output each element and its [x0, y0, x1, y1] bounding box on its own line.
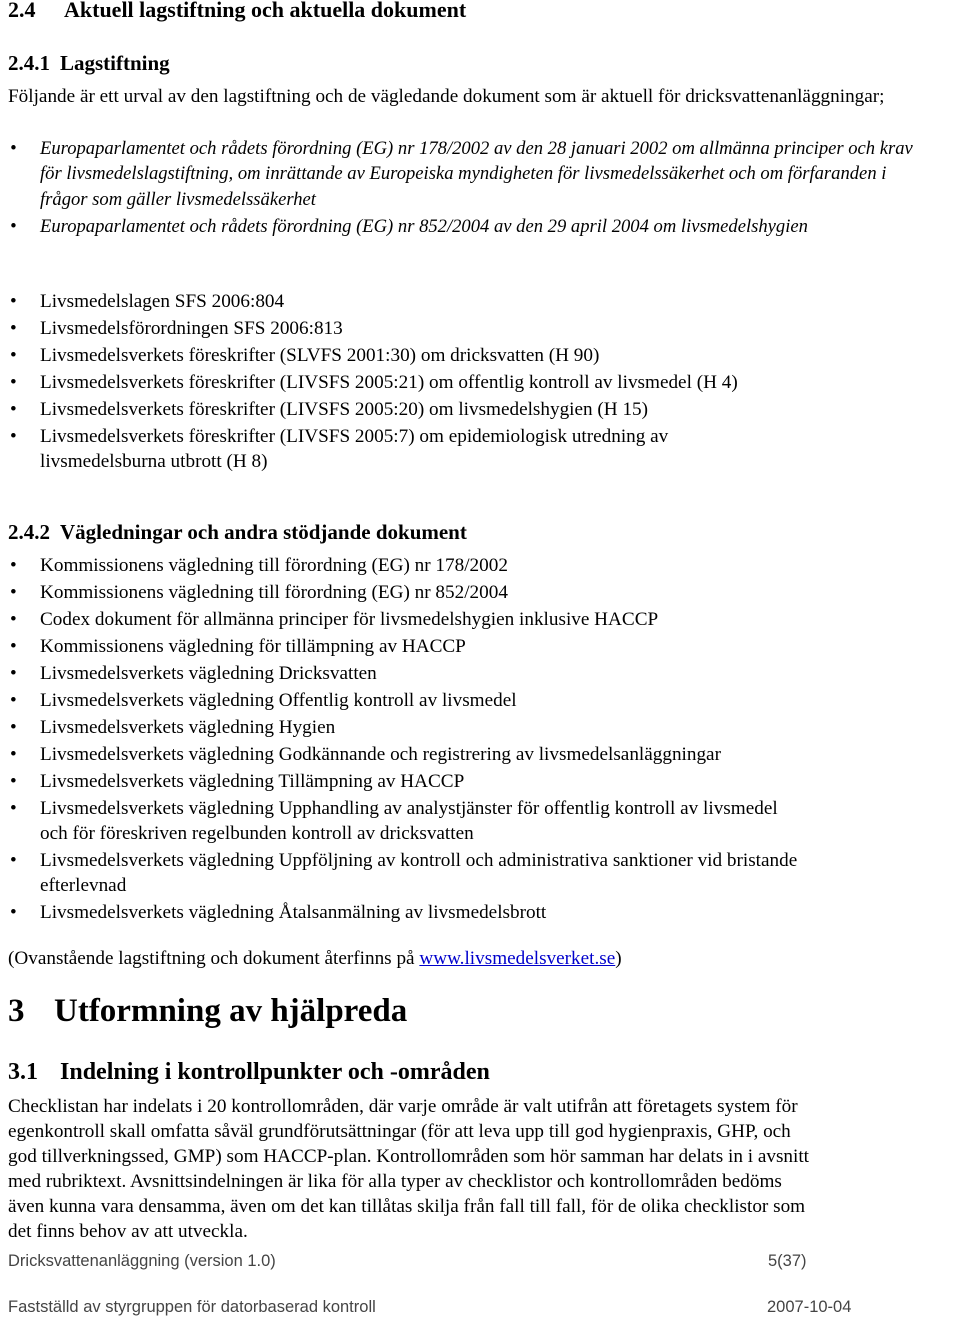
footer-doc-name: Dricksvattenanläggning (version 1.0): [8, 1252, 276, 1270]
list-item: • Livsmedelsverkets vägledning Upphandling av analystjänster för offentlig kontroll av livsmedel och för föreskriven regelbunden kontroll av dricksvatten: [10, 798, 778, 844]
livsmedelsverket-link[interactable]: www.livsmedelsverket.se: [419, 948, 616, 969]
bullet-icon: •: [10, 663, 17, 684]
bullet-icon: •: [10, 372, 17, 393]
list-item: • Livsmedelsverkets vägledning Dricksvatten: [10, 663, 377, 684]
source-note: (Ovanstående lagstiftning och dokument återfinns på www.livsmedelsverket.se): [8, 948, 622, 969]
list-item: • Europaparlamentet och rådets förordning (EG) nr 852/2004 av den 29 april 2004 om livsmedelshygien: [8, 214, 938, 239]
bullet-icon: •: [10, 609, 17, 630]
bullet-icon: •: [10, 216, 17, 238]
list-item: • Kommissionens vägledning till förordning (EG) nr 852/2004: [10, 582, 508, 603]
list-item: • Kommissionens vägledning för tillämpning av HACCP: [10, 636, 466, 657]
bullet-icon: •: [10, 318, 17, 339]
list-item: • Livsmedelsverkets föreskrifter (LIVSFS 2005:20) om livsmedelshygien (H 15): [10, 399, 649, 420]
section-2-4-2-heading: 2.4.2 Vägledningar och andra stödjande dokument: [8, 520, 467, 544]
italic-regulation-list: [8, 136, 938, 240]
bullet-icon: •: [10, 399, 17, 420]
list-item: • Livsmedelsverkets vägledning Uppföljning av kontroll och administrativa sanktioner vid bristande efterlevnad: [10, 850, 798, 896]
bullet-icon: •: [10, 345, 17, 366]
bullet-icon: •: [10, 138, 17, 159]
list-item: • Livsmedelsverkets vägledning Åtalsanmälning av livsmedelsbrott: [10, 902, 547, 923]
bullet-icon: •: [10, 717, 17, 738]
footer-date: 2007-10-04: [767, 1298, 852, 1316]
list-item: • Livsmedelsverkets vägledning Hygien: [10, 717, 336, 738]
section-2-4-heading: 2.4 Aktuell lagstiftning och aktuella dokument: [8, 0, 467, 22]
list-item: • Livsmedelsverkets föreskrifter (LIVSFS 2005:7) om epidemiologisk utredning av livsmedelsburna utbrott (H 8): [10, 426, 669, 472]
section-3-1-body: Checklistan har indelats i 20 kontrollområden, där varje område är valt utifrån att företagets system för egenkontroll skall omfatta såväl grundförutsättningar (för att leva upp till god hygienpraxis, GHP, och god tillverkningssed, GMP) som HACCP-plan. Kontrollområden som hör samman har delats in i avsnitt med rubriktext. Avsnittsindelningen är lika för alla typer av checklistor och kontrollområden bedöms även kunna vara densamma, även om det kan tillåtas skilja från fall till fall, för de olika checklistor som det finns behov av att utveckla.: [8, 1096, 810, 1242]
guidance-list: [8, 553, 938, 925]
bullet-icon: •: [10, 291, 17, 312]
section-3-1-heading: 3.1 Indelning i kontrollpunkter och -områden: [8, 1059, 490, 1085]
list-item: • Livsmedelsverkets föreskrifter (SLVFS 2001:30) om dricksvatten (H 90): [10, 345, 600, 366]
bullet-icon: •: [10, 582, 17, 603]
list-item: • Europaparlamentet och rådets förordning (EG) nr 178/2002 av den 28 januari 2002 om allmänna principer och krav för livsmedelslagstiftning, om inrättande av Europeiska myndigheten för livsmedelssäkerhet och om förfaranden i frågor som gäller livsmedelssäkerhet: [10, 138, 913, 210]
legislation-list: [8, 289, 938, 474]
list-item: • Livsmedelsverkets föreskrifter (LIVSFS 2005:21) om offentlig kontroll av livsmedel (H 4): [10, 372, 738, 393]
bullet-icon: •: [10, 744, 17, 765]
section-3-heading: 3 Utformning av hjälpreda: [8, 993, 408, 1029]
list-item: • Livsmedelsverkets vägledning Godkännande och registrering av livsmedelsanläggningar: [10, 744, 721, 765]
section-2-4-1-heading: 2.4.1 Lagstiftning: [8, 51, 170, 75]
list-item: • Kommissionens vägledning till förordning (EG) nr 178/2002: [10, 555, 508, 576]
list-item: • Codex dokument för allmänna principer för livsmedelshygien inklusive HACCP: [10, 609, 659, 630]
bullet-icon: •: [10, 690, 17, 711]
footer-page-number: 5(37): [768, 1252, 807, 1270]
bullet-icon: •: [10, 636, 17, 657]
list-item: • Livsmedelsverkets vägledning Offentlig kontroll av livsmedel: [10, 690, 517, 711]
footer-approved-by: Fastställd av styrgruppen för datorbaserad kontroll: [8, 1298, 376, 1316]
bullet-icon: •: [10, 426, 17, 447]
bullet-icon: •: [10, 555, 17, 576]
bullet-icon: •: [10, 902, 17, 923]
list-item: • Livsmedelsverkets vägledning Tillämpning av HACCP: [10, 771, 465, 792]
list-item: • Livsmedelsförordningen SFS 2006:813: [10, 318, 343, 339]
bullet-icon: •: [10, 771, 17, 792]
bullet-icon: •: [10, 850, 17, 871]
list-item: • Livsmedelslagen SFS 2006:804: [10, 291, 285, 312]
bullet-icon: •: [10, 798, 17, 819]
section-2-4-1-intro: Följande är ett urval av den lagstiftning och de vägledande dokument som är aktuell för dricksvattenanläggningar;: [8, 86, 885, 107]
